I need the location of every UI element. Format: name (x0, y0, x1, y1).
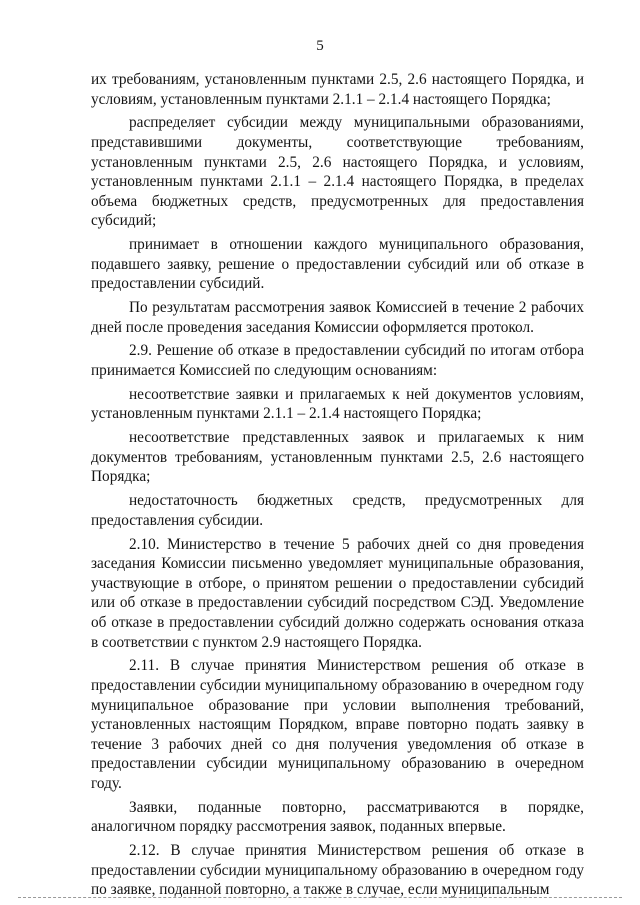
paragraph: несоответствие заявки и прилагаемых к ней документов условиям, установленным пунктами 2.1.1 – 2.1.4 настоящего Порядка; (91, 385, 584, 423)
paragraph: 2.12. В случае принятия Министерством решения об отказе в предоставлении субсидии муниципальному образованию в очередном году по заявке, поданной повторно, а также в случае, если муниципальным (91, 842, 584, 899)
paragraph: принимает в отношении каждого муниципального образования, подавшего заявку, решение о предоставлении субсидий или об отказе в предоставлении субсидий. (91, 236, 584, 293)
paragraph: распределяет субсидии между муниципальными образованиями, представившими документы, соответствующие требованиям, установленным пунктами 2.5, 2.6 настоящего Порядка, и условиям, установленным пунктами 2.1.1 – 2.1.4 настоящего Порядка, в пределах объема бюджетных средств, предусмотренных для предоставления субсидий; (91, 114, 584, 230)
page-bottom-edge (18, 897, 622, 899)
document-body (91, 70, 584, 900)
paragraph: несоответствие представленных заявок и прилагаемых к ним документов требованиям, установленным пунктами 2.5, 2.6 настоящего Порядка; (91, 429, 584, 486)
paragraph: По результатам рассмотрения заявок Комиссией в течение 2 рабочих дней после проведения заседания Комиссии оформляется протокол. (91, 299, 584, 336)
paragraph: 2.9. Решение об отказе в предоставлении субсидий по итогам отбора принимается Комиссией по следующим основаниям: (91, 342, 584, 380)
paragraph: их требованиям, установленным пунктами 2.5, 2.6 настоящего Порядка, и условиям, установленным пунктами 2.1.1 – 2.1.4 настоящего Порядка; (91, 71, 584, 108)
paragraph: 2.11. В случае принятия Министерством решения об отказе в предоставлении субсидии муниципальному образованию в очередном году муниципальное образование при условии выполнения требований, установленных настоящим Порядком, вправе повторно подать заявку в течение 3 рабочих дней со дня получения уведомления об отказе в предоставлении субсидии муниципальному образованию в очередном году. (91, 657, 584, 792)
page-number: 5 (316, 38, 324, 54)
paragraph: Заявки, поданные повторно, рассматриваются в порядке, аналогичном порядку рассмотрения заявок, поданных впервые. (91, 798, 584, 836)
paragraph: 2.10. Министерство в течение 5 рабочих дней со дня проведения заседания Комиссии письменно уведомляет муниципальные образования, участвующие в отборе, о принятом решении о предоставлении субсидий или об отказе в предоставлении субсидий посредством СЭД. Уведомление об отказе в предоставлении субсидий должно содержать основания отказа в соответствии с пунктом 2.9 настоящего Порядка. (91, 535, 584, 651)
paragraph: недостаточность бюджетных средств, предусмотренных для предоставления субсидии. (91, 492, 584, 529)
